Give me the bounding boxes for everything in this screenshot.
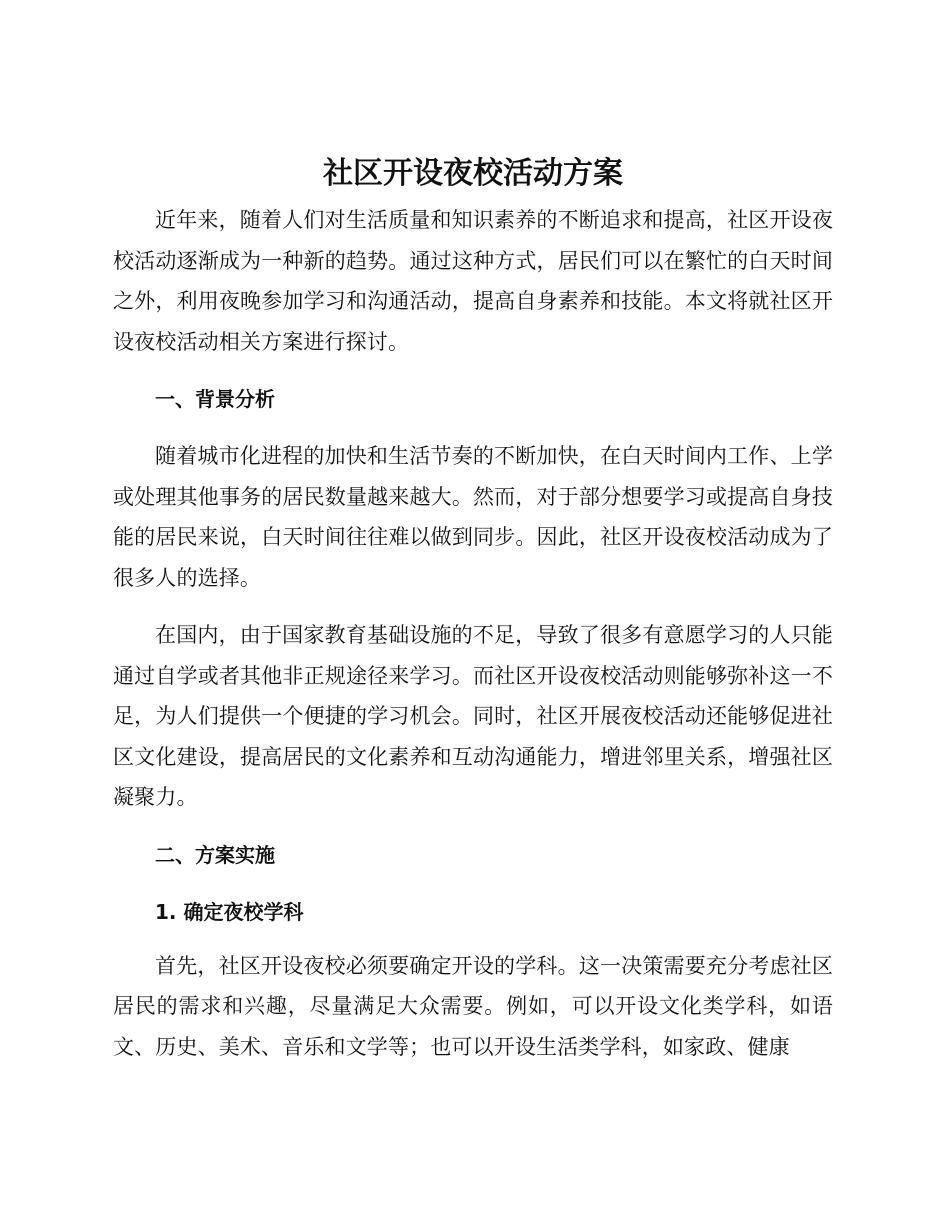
section-heading-implementation: 二、方案实施 bbox=[155, 842, 275, 867]
background-paragraph-2: 在国内，由于国家教育基础设施的不足，导致了很多有意愿学习的人只能通过自学或者其他非正规途径来学习。而社区开设夜校活动则能够弥补这一不足，为人们提供一个便捷的学习机会。同时，社区开展夜校活动还能够促进社区文化建设，提高居民的文化素养和互动沟通能力，增进邻里关系，增强社区凝聚力。 bbox=[113, 623, 833, 809]
intro-paragraph: 近年来，随着人们对生活质量和知识素养的不断追求和提高，社区开设夜校活动逐渐成为一种新的趋势。通过这种方式，居民们可以在繁忙的白天时间之外，利用夜晚参加学习和沟通活动，提高自身素养和技能。本文将就社区开设夜校活动相关方案进行探讨。 bbox=[113, 208, 833, 354]
implementation-paragraph-1: 首先，社区开设夜校必须要确定开设的学科。这一决策需要充分考虑社区居民的需求和兴趣，尽量满足大众需要。例如，可以开设文化类学科，如语文、历史、美术、音乐和文学等；也可以开设生活类学科，如家政、健康 bbox=[113, 953, 833, 1059]
section-heading-background: 一、背景分析 bbox=[155, 387, 275, 411]
document-page bbox=[113, 150, 833, 1084]
subheading-subjects: 1. 确定夜校学科 bbox=[155, 899, 304, 924]
document-title: 社区开设夜校活动方案 bbox=[323, 156, 623, 191]
background-paragraph-1: 随着城市化进程的加快和生活节奏的不断加快，在白天时间内工作、上学或处理其他事务的居民数量越来越大。然而，对于部分想要学习或提高自身技能的居民来说，白天时间往往难以做到同步。因此，社区开设夜校活动成为了很多人的选择。 bbox=[113, 444, 833, 590]
